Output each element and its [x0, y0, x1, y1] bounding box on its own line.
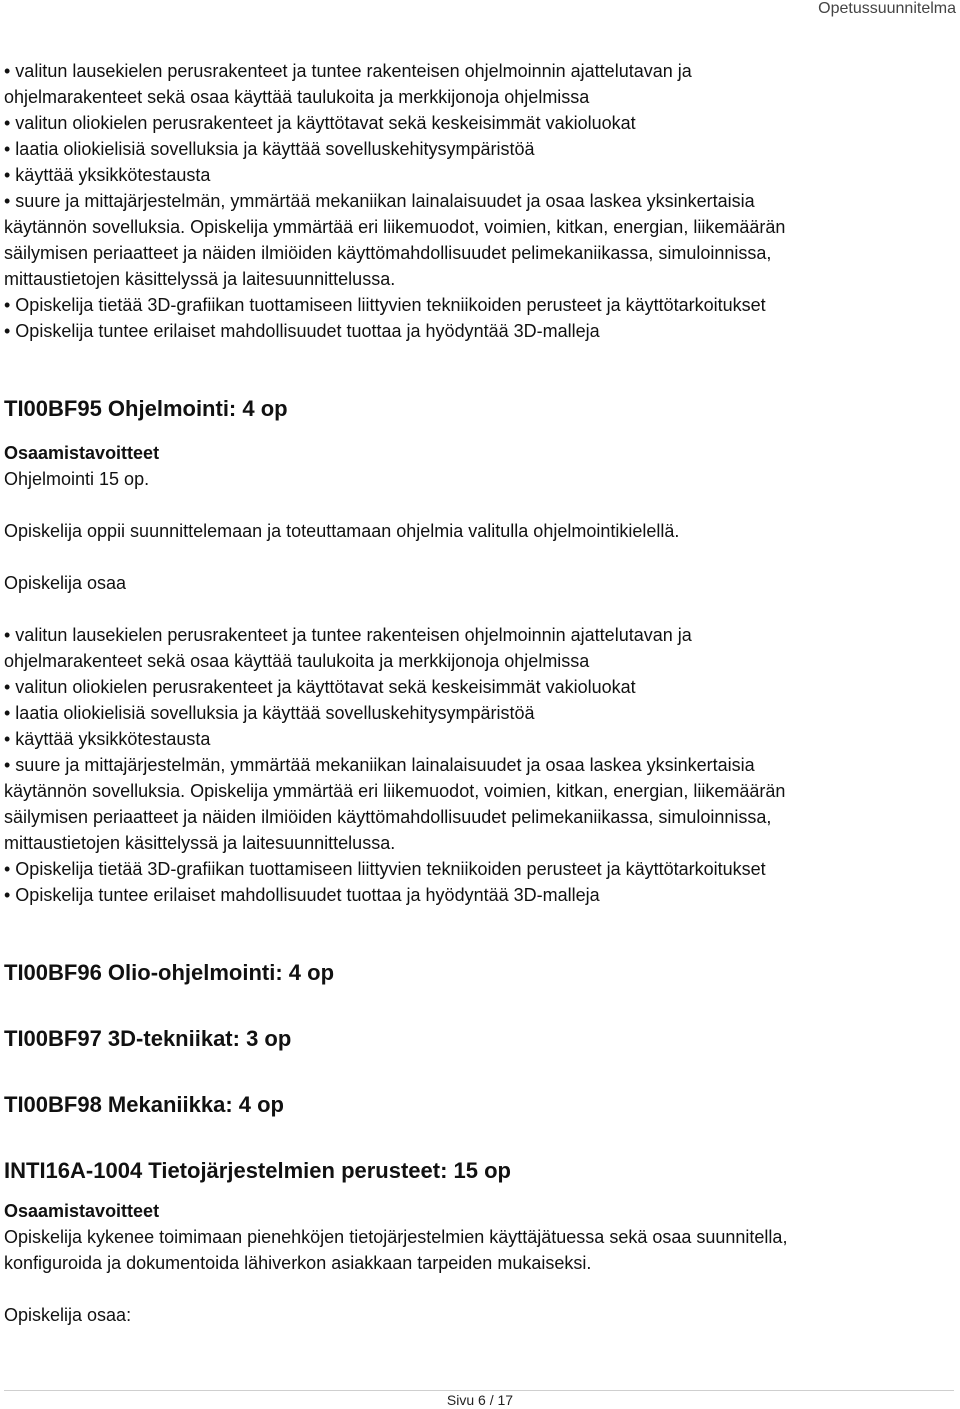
course-title: INTI16A-1004 Tietojärjestelmien perusteet: 15 op [4, 1158, 511, 1183]
text-line: • käyttää yksikkötestausta [4, 729, 211, 749]
osaa-label: Opiskelija osaa: [4, 1305, 132, 1325]
page-number: Sivu 6 / 17 [446, 1392, 514, 1408]
text-line: • Opiskelija tuntee erilaiset mahdollisuudet tuottaa ja hyödyntää 3D-malleja [4, 321, 600, 341]
course-learning-outcomes [4, 622, 944, 908]
course-section-ohjelmointi [4, 394, 944, 908]
text-line: mittaustietojen käsittelyssä ja laitesuunnittelussa. [4, 833, 396, 853]
course-title: TI00BF95 Ohjelmointi: 4 op [4, 396, 288, 421]
course-title: TI00BF96 Olio-ohjelmointi: 4 op [4, 960, 335, 985]
top-learning-outcomes [4, 58, 944, 344]
text-line: • laatia oliokielisiä sovelluksia ja käyttää sovelluskehitysympäristöä [4, 139, 535, 159]
course-description [4, 1224, 944, 1276]
text-line: käytännön sovelluksia. Opiskelija ymmärtää eri liikemuodot, voimien, kitkan, energian, liikemäärän [4, 217, 786, 237]
text-line: ohjelmarakenteet sekä osaa käyttää taulukoita ja merkkijonoja ohjelmissa [4, 87, 590, 107]
text-line: • valitun lausekielen perusrakenteet ja tuntee rakenteisen ohjelmoinnin ajattelutavan ja [4, 625, 692, 645]
text-line: • valitun lausekielen perusrakenteet ja tuntee rakenteisen ohjelmoinnin ajattelutavan ja [4, 61, 692, 81]
document-header-title: Opetussuunnitelma [818, 0, 956, 17]
section-subheading: Osaamistavoitteet [4, 1201, 160, 1221]
text-line: • käyttää yksikkötestausta [4, 165, 211, 185]
footer-divider [4, 1390, 954, 1391]
text-line: • Opiskelija tuntee erilaiset mahdollisuudet tuottaa ja hyödyntää 3D-malleja [4, 885, 600, 905]
prerequisite-text: Ohjelmointi 15 op. [4, 469, 150, 489]
course-intro: Opiskelija oppii suunnittelemaan ja toteuttamaan ohjelmia valitulla ohjelmointikielellä. [4, 521, 680, 541]
text-line: • laatia oliokielisiä sovelluksia ja käyttää sovelluskehitysympäristöä [4, 703, 535, 723]
course-section-tietojarjestelmat [4, 1156, 944, 1328]
text-line: • suure ja mittajärjestelmän, ymmärtää mekaniikan lainalaisuudet ja osaa laskea yksinkertaisia [4, 755, 755, 775]
text-line: Opiskelija kykenee toimimaan pienehköjen tietojärjestelmien käyttäjätuessa sekä osaa suunnitella, [4, 1227, 788, 1247]
course-title: TI00BF98 Mekaniikka: 4 op [4, 1092, 284, 1117]
course-title: TI00BF97 3D-tekniikat: 3 op [4, 1026, 292, 1051]
text-line: käytännön sovelluksia. Opiskelija ymmärtää eri liikemuodot, voimien, kitkan, energian, liikemäärän [4, 781, 786, 801]
text-line: säilymisen periaatteet ja näiden ilmiöiden käyttömahdollisuudet pelimekaniikassa, simuloinnissa, [4, 243, 772, 263]
text-line: • suure ja mittajärjestelmän, ymmärtää mekaniikan lainalaisuudet ja osaa laskea yksinkertaisia [4, 191, 755, 211]
text-line: • Opiskelija tietää 3D-grafiikan tuottamiseen liittyvien tekniikoiden perusteet ja käyttötarkoitukset [4, 859, 766, 879]
text-line: mittaustietojen käsittelyssä ja laitesuunnittelussa. [4, 269, 396, 289]
text-line: ohjelmarakenteet sekä osaa käyttää taulukoita ja merkkijonoja ohjelmissa [4, 651, 590, 671]
text-line: • valitun oliokielen perusrakenteet ja käyttötavat sekä keskeisimmät vakioluokat [4, 677, 636, 697]
text-line: konfiguroida ja dokumentoida lähiverkon asiakkaan tarpeiden mukaiseksi. [4, 1253, 592, 1273]
osaa-label: Opiskelija osaa [4, 573, 127, 593]
text-line: • Opiskelija tietää 3D-grafiikan tuottamiseen liittyvien tekniikoiden perusteet ja käyttötarkoitukset [4, 295, 766, 315]
text-line: säilymisen periaatteet ja näiden ilmiöiden käyttömahdollisuudet pelimekaniikassa, simuloinnissa, [4, 807, 772, 827]
page-content [4, 58, 944, 1328]
section-subheading: Osaamistavoitteet [4, 443, 160, 463]
text-line: • valitun oliokielen perusrakenteet ja käyttötavat sekä keskeisimmät vakioluokat [4, 113, 636, 133]
